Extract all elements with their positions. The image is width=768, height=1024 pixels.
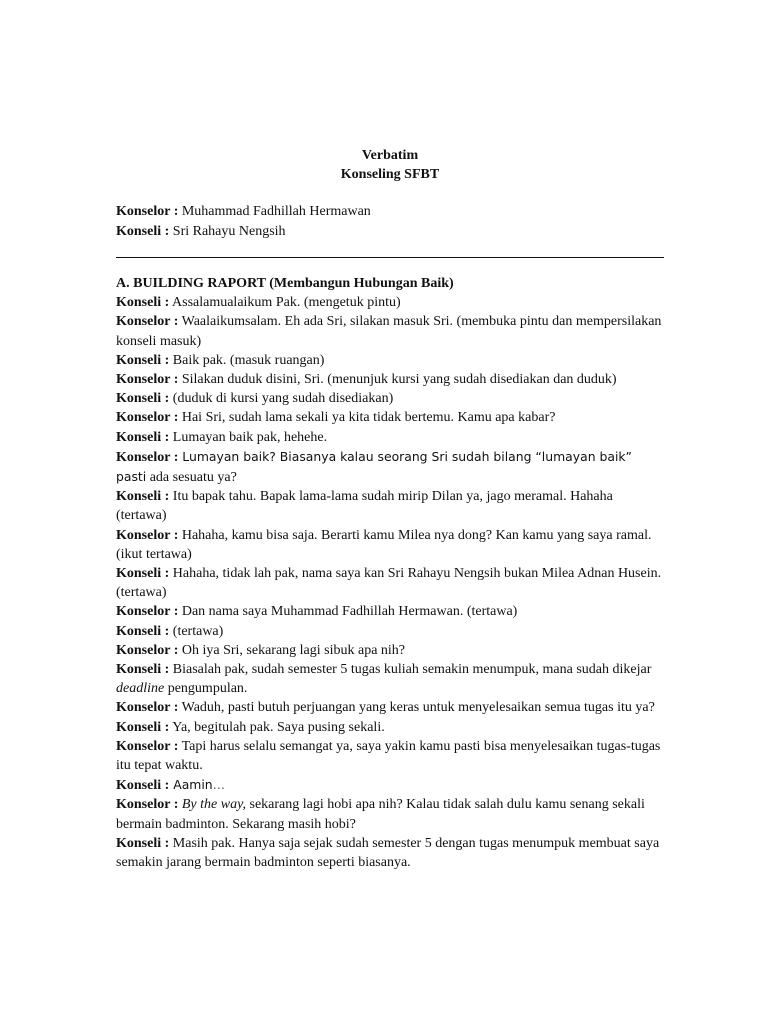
section-heading: A. BUILDING RAPORT (Membangun Hubungan Baik) [116,276,454,291]
meta-konselor [116,202,664,222]
meta-value: Muhammad Fadhillah Hermawan [178,204,371,219]
dialogue-turn [116,718,664,737]
dialogue-turn [116,408,664,427]
turn-text: Hai Sri, sudah lama sekali ya kita tidak bertemu. Kamu apa kabar? [178,410,556,426]
dialogue-turn [116,370,664,389]
turn-text: ada sesuatu ya? [146,470,237,486]
document-page [116,146,664,872]
dialogue-turn [116,622,664,641]
document-subtitle: Konseling SFBT [340,167,440,182]
speaker-label: Konselor : [116,642,179,658]
turn-text: Ya, begitulah pak. Saya pusing sekali. [169,719,385,735]
turn-text-sans: Aamin [169,777,213,793]
horizontal-rule [116,257,664,258]
speaker-label: Konseli : [116,835,170,851]
turn-text: Silakan duduk disini, Sri. (menunjuk kursi yang sudah disediakan dan duduk) [178,372,617,388]
dialogue-turn [116,487,664,525]
meta-konseli [116,222,664,242]
speaker-label: Konseli : [116,719,170,735]
speaker-label: Konselor : [116,738,179,754]
dialogue-turn [116,526,664,564]
speaker-label: Konseli : [116,489,170,505]
meta-label: Konselor : [116,204,179,219]
turn-text-italic: By the way, [178,797,247,813]
dialogue-turn [116,312,664,350]
ellipsis: … [212,777,226,793]
speaker-label: Konselor : [116,449,179,465]
dialogue-turn [116,389,664,408]
turn-text: Dan nama saya Muhammad Fadhillah Hermawan. (tertawa) [178,604,518,620]
dialogue-turn [116,737,664,775]
speaker-label: Konselor : [116,410,179,426]
speaker-label: Konseli : [116,778,170,794]
speaker-label: Konseli : [116,623,170,639]
meta-block [116,202,664,241]
speaker-label: Konseli : [116,429,170,445]
speaker-label: Konseli : [116,295,170,311]
dialogue-turn [116,641,664,660]
turn-text: Masih pak. Hanya saja sejak sudah semester 5 dengan tugas menumpuk membuat saya semakin jarang bermain badminton seperti biasanya. [116,835,660,871]
speaker-label: Konselor : [116,372,179,388]
dialogue-turn [116,698,664,717]
dialogue-turn [116,564,664,602]
dialogue-turn [116,795,664,833]
speaker-label: Konseli : [116,662,170,678]
turn-text-sans: Lumayan baik? Biasanya kalau seorang Sri sudah bilang “lumayan baik” pasti [116,448,632,485]
document-title: Verbatim [361,148,419,163]
turn-text: sekarang lagi hobi apa nih? Kalau tidak salah dulu kamu senang sekali bermain badminton. Sekarang masih hobi? [116,797,645,832]
speaker-label: Konselor : [116,527,179,543]
speaker-label: Konseli : [116,566,170,582]
turn-text-after: pengumpulan. [164,681,248,697]
turn-text: (duduk di kursi yang sudah disediakan) [169,391,394,407]
dialogue-turn [116,447,664,487]
turn-text: Oh iya Sri, sekarang lagi sibuk apa nih? [178,642,406,658]
meta-label: Konseli : [116,223,170,239]
turn-text: Lumayan baik pak, hehehe. [169,429,328,445]
dialogue-turn [116,660,664,698]
turn-text: Tapi harus selalu semangat ya, saya yakin kamu pasti bisa menyelesaikan tugas-tugas itu tepat waktu. [116,738,661,774]
dialogue-turn [116,775,664,795]
turn-text: Waduh, pasti butuh perjuangan yang keras untuk menyelesaikan semua tugas itu ya? [178,700,655,716]
turn-text: Assalamualaikum Pak. (mengetuk pintu) [169,295,401,311]
speaker-label: Konselor : [116,314,179,330]
dialogue [116,293,664,872]
turn-text: Itu bapak tahu. Bapak lama-lama sudah mirip Dilan ya, jago meramal. Hahaha (tertawa) [116,489,613,524]
turn-text-italic: deadline [116,681,165,697]
speaker-label: Konselor : [116,700,179,716]
dialogue-turn [116,602,664,621]
document-title-block [116,146,664,184]
meta-value: Sri Rahayu Nengsih [169,223,286,239]
speaker-label: Konseli : [116,391,170,407]
turn-text: Biasalah pak, sudah semester 5 tugas kuliah semakin menumpuk, mana sudah dikejar [169,662,652,678]
turn-text: Baik pak. (masuk ruangan) [169,352,325,368]
speaker-label: Konselor : [116,604,179,620]
turn-text: Hahaha, tidak lah pak, nama saya kan Sri Rahayu Nengsih bukan Milea Adnan Husein. (tertawa) [116,566,662,601]
dialogue-turn [116,351,664,370]
dialogue-turn [116,293,664,312]
turn-text: Hahaha, kamu bisa saja. Berarti kamu Milea nya dong? Kan kamu yang saya ramal. (ikut tertawa) [116,527,652,562]
turn-text: Waalaikumsalam. Eh ada Sri, silakan masuk Sri. (membuka pintu dan mempersilakan konseli masuk) [116,314,662,349]
turn-text: (tertawa) [169,623,224,639]
speaker-label: Konselor : [116,797,179,813]
dialogue-turn [116,428,664,447]
speaker-label: Konseli : [116,352,170,368]
dialogue-turn [116,834,664,872]
